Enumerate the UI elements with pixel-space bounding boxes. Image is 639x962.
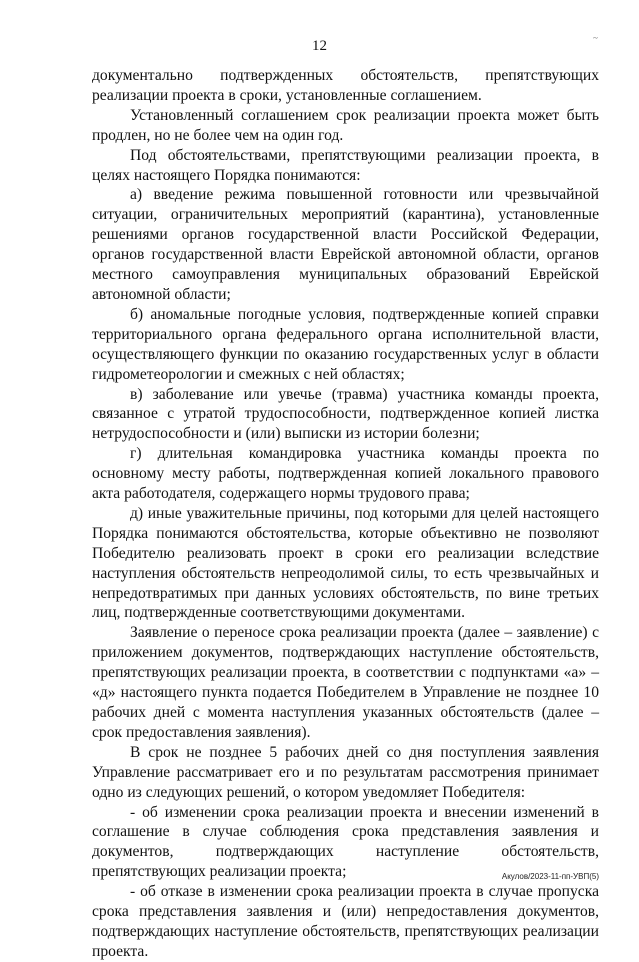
paragraph-decision: В срок не позднее 5 рабочих дней со дня поступления заявления Управление рассматривает его и по результатам рассмотрения принимает одно из следующих решений, о котором уведомляет Победителя: [92,743,599,801]
page-number: 12 [312,38,327,54]
corner-mark: ~ [593,33,598,43]
list-item-a: а) введение режима повышенной готовности или чрезвычайной ситуации, ограничительных мероприятий (карантина), установленные решениями органов государственной власти Российской Федерации, органов государственной власти Еврейской автономной области, органов местного самоуправления муниципальных образований Еврейской автономной области; [92,186,599,303]
decision-item-refusal: - об отказе в изменении срока реализации проекта в случае пропуска срока представления заявления и (или) непредоставления документов, подтверждающих наступление обстоятельств, препятствующих реализации проекта. [92,883,599,960]
list-item-b: б) аномальные погодные условия, подтвержденные копией справки территориального органа федерального органа исполнительной власти, осуществляющего функции по оказанию государственных услуг в области гидрометеорологии и смежных с ней областях; [92,305,599,383]
list-item-v: в) заболевание или увечье (травма) участника команды проекта, связанное с утратой трудоспособности, подтвержденное копией листка нетрудоспособности и (или) выписки из истории болезни; [92,385,599,443]
list-item-g: г) длительная командировка участника команды проекта по основному месту работы, подтвержденная копией локального правового акта работодателя, содержащего нормы трудового права; [92,445,599,503]
list-item-d: д) иные уважительные причины, под которыми для целей настоящего Порядка понимаются обстоятельства, которые объективно не позволяют Победителю реализовать проект в сроки его реализации вследствие наступления обстоятельств непреодолимой силы, то есть чрезвычайных и непредотвратимых при данных условиях обстоятельств, по вине третьих лиц, подтвержденные соответствующими документами. [92,504,599,622]
paragraph-application: Заявление о переносе срока реализации проекта (далее – заявление) с приложением документов, подтверждающих наступление обстоятельств, препятствующих реализации проекта, в соответствии с подпунктами «а» – «д» настоящего пункта подается Победителем в Управление не позднее 10 рабочих дней с момента наступления указанных обстоятельств (далее – срок предоставления заявления). [92,624,599,741]
document-body [92,66,599,962]
decision-item-change: - об изменении срока реализации проекта и внесении изменений в соглашение в случае соблюдения срока представления заявления и документов, подтверждающих наступление обстоятельств, препятствующих реализации проекта; [92,803,599,881]
footer-document-code: Акулов/2023-11-пп-УВП(5) [501,872,599,881]
paragraph-continuation: документально подтвержденных обстоятельств, препятствующих реализации проекта в сроки, установленные соглашением. [92,67,599,104]
paragraph-circumstances-intro: Под обстоятельствами, препятствующими реализации проекта, в целях настоящего Порядка понимаются: [92,146,599,184]
paragraph-extension-term: Установленный соглашением срок реализации проекта может быть продлен, но не более чем на один год. [92,106,599,144]
